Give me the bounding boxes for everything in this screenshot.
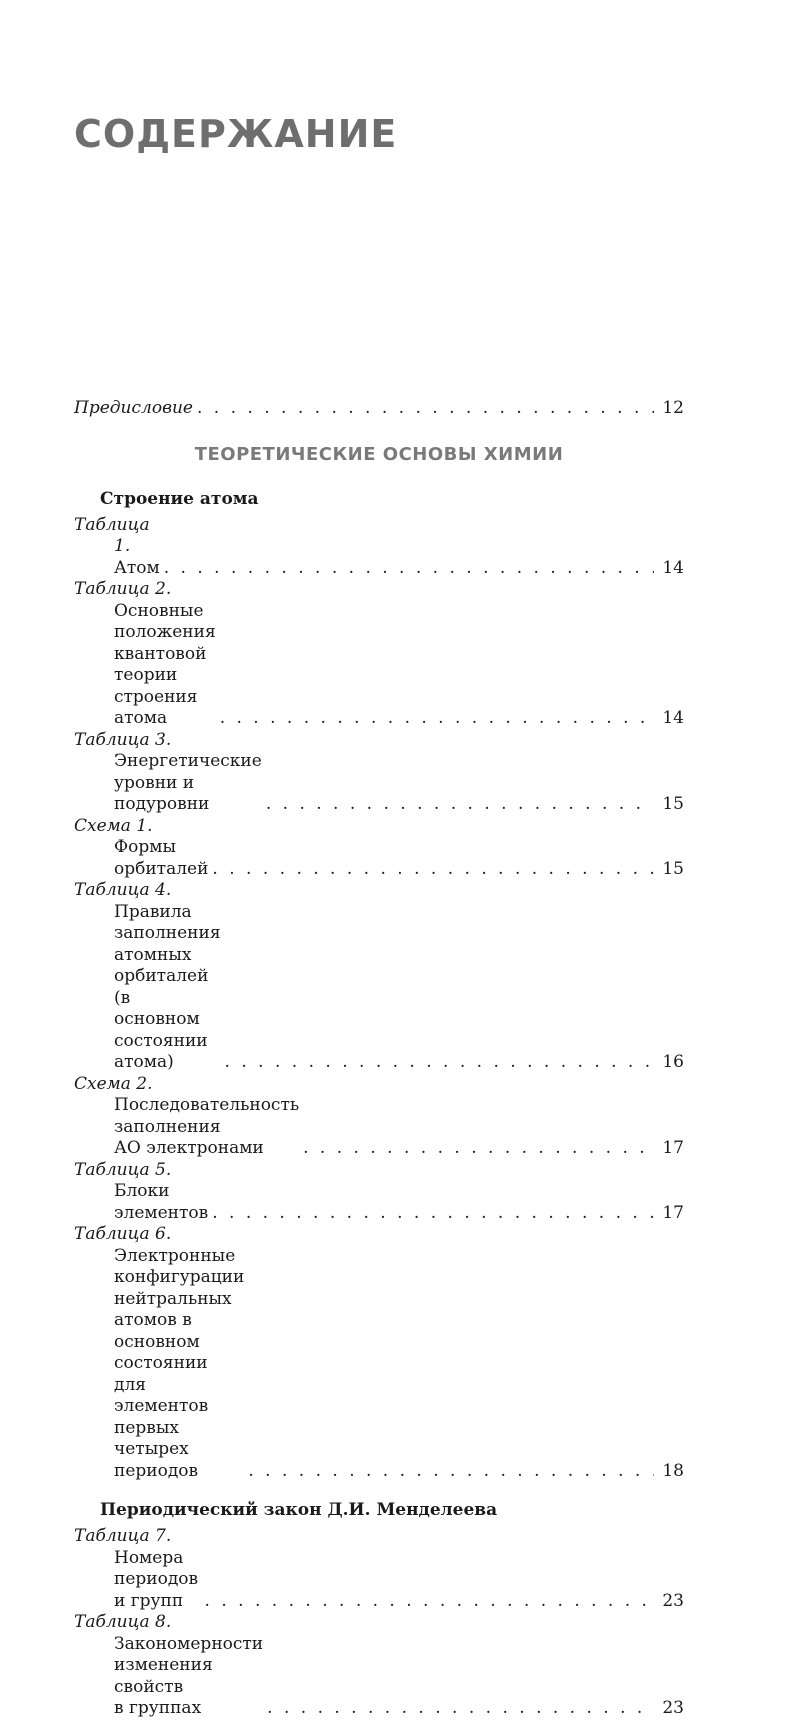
toc-entry[interactable] <box>74 1526 684 1612</box>
dot-leader <box>205 1591 654 1613</box>
toc-entry[interactable] <box>74 880 684 1074</box>
toc-entry-label <box>74 730 262 816</box>
toc-entry-lead: Таблица 6. <box>74 1224 172 1244</box>
toc-page-number: 14 <box>662 557 684 578</box>
toc-entry[interactable] <box>74 816 684 881</box>
toc-entry-label <box>74 1224 244 1482</box>
toc-entry[interactable] <box>74 579 684 730</box>
dot-leader <box>266 794 654 816</box>
toc-entry-label <box>74 1160 208 1225</box>
toc-entry[interactable] <box>74 1160 684 1225</box>
dot-leader <box>248 1461 654 1483</box>
dot-leader <box>197 398 654 420</box>
dot-leader <box>225 1052 654 1074</box>
toc-page-number: 14 <box>662 708 684 728</box>
toc-page-number: 15 <box>662 858 684 879</box>
toc-entry-label <box>74 816 208 881</box>
dot-leader <box>267 1698 654 1720</box>
toc-entry-lead: Предисловие <box>74 398 193 418</box>
dot-leader <box>220 708 654 730</box>
toc-entry-lead: Таблица 2. <box>74 579 172 599</box>
toc-entry[interactable] <box>74 1612 684 1720</box>
toc-page-number: 18 <box>662 1460 684 1481</box>
toc-entry-label <box>74 398 193 420</box>
part-title: ТЕОРЕТИЧЕСКИЕ ОСНОВЫ ХИМИИ <box>194 443 564 465</box>
toc-page-number: 16 <box>662 1052 684 1072</box>
toc-entry-text: Номера периодов и групп <box>114 1547 199 1611</box>
dot-leader <box>212 859 654 881</box>
toc-entry-label <box>74 1074 299 1160</box>
toc-entry-text: Правила заполнения атомных орбиталей (в основном состоянии атома) <box>114 901 221 1072</box>
toc-entry-text: Блоки элементов <box>114 1181 209 1223</box>
dot-leader <box>212 1203 654 1225</box>
toc-entry-text: Атом <box>114 557 160 578</box>
dot-leader <box>164 558 654 580</box>
toc-entry-label <box>74 515 160 580</box>
toc-entry[interactable] <box>74 1224 684 1482</box>
toc-entry[interactable] <box>74 1074 684 1160</box>
toc-entry-text: Последовательность заполнения АО электронами <box>114 1095 300 1158</box>
toc-page-number: 15 <box>662 794 684 814</box>
toc-page-number: 23 <box>662 1590 684 1611</box>
toc-entry[interactable] <box>74 730 684 816</box>
toc-entry[interactable] <box>74 515 684 580</box>
toc-entry-text: Электронные конфигурации нейтральных атомов в основном состоянии для элементов первых четырех периодов <box>114 1245 245 1481</box>
section-title: Периодический закон Д.И. Менделеева <box>100 1500 498 1520</box>
page-title: СОДЕРЖАНИЕ <box>74 112 398 156</box>
toc-entry-lead: Таблица 3. <box>74 729 172 750</box>
toc-page-number: 17 <box>662 1202 684 1223</box>
toc-entry-lead: Таблица 7. <box>74 1526 172 1546</box>
toc-entry-text: Формы орбиталей <box>114 837 209 879</box>
toc-entry-text: Закономерности изменения свойств в группах <box>114 1633 264 1718</box>
toc-entry-lead: Таблица 1. <box>74 514 150 556</box>
toc-entry-lead: Схема 2. <box>74 1073 153 1094</box>
toc-entry-label <box>74 1612 263 1720</box>
toc-entry-text: Основные положения квантовой теории строения атома <box>114 600 216 728</box>
toc-entry-preface[interactable] <box>74 398 684 420</box>
table-of-contents <box>74 398 684 1720</box>
toc-entry-lead: Таблица 8. <box>74 1612 172 1632</box>
toc-entry-lead: Таблица 5. <box>74 1159 172 1180</box>
toc-entry-lead: Схема 1. <box>74 815 153 836</box>
section-title: Строение атома <box>100 488 259 509</box>
toc-entry-text: Энергетические уровни и подуровни <box>114 751 262 814</box>
dot-leader <box>303 1138 654 1160</box>
toc-page-number: 23 <box>662 1698 684 1718</box>
toc-entry-label <box>74 880 221 1074</box>
toc-entry-label <box>74 1526 201 1612</box>
toc-entry-lead: Таблица 4. <box>74 880 172 900</box>
toc-page-number: 17 <box>662 1138 684 1158</box>
toc-page-number: 12 <box>662 398 684 418</box>
toc-entry-label <box>74 579 216 730</box>
